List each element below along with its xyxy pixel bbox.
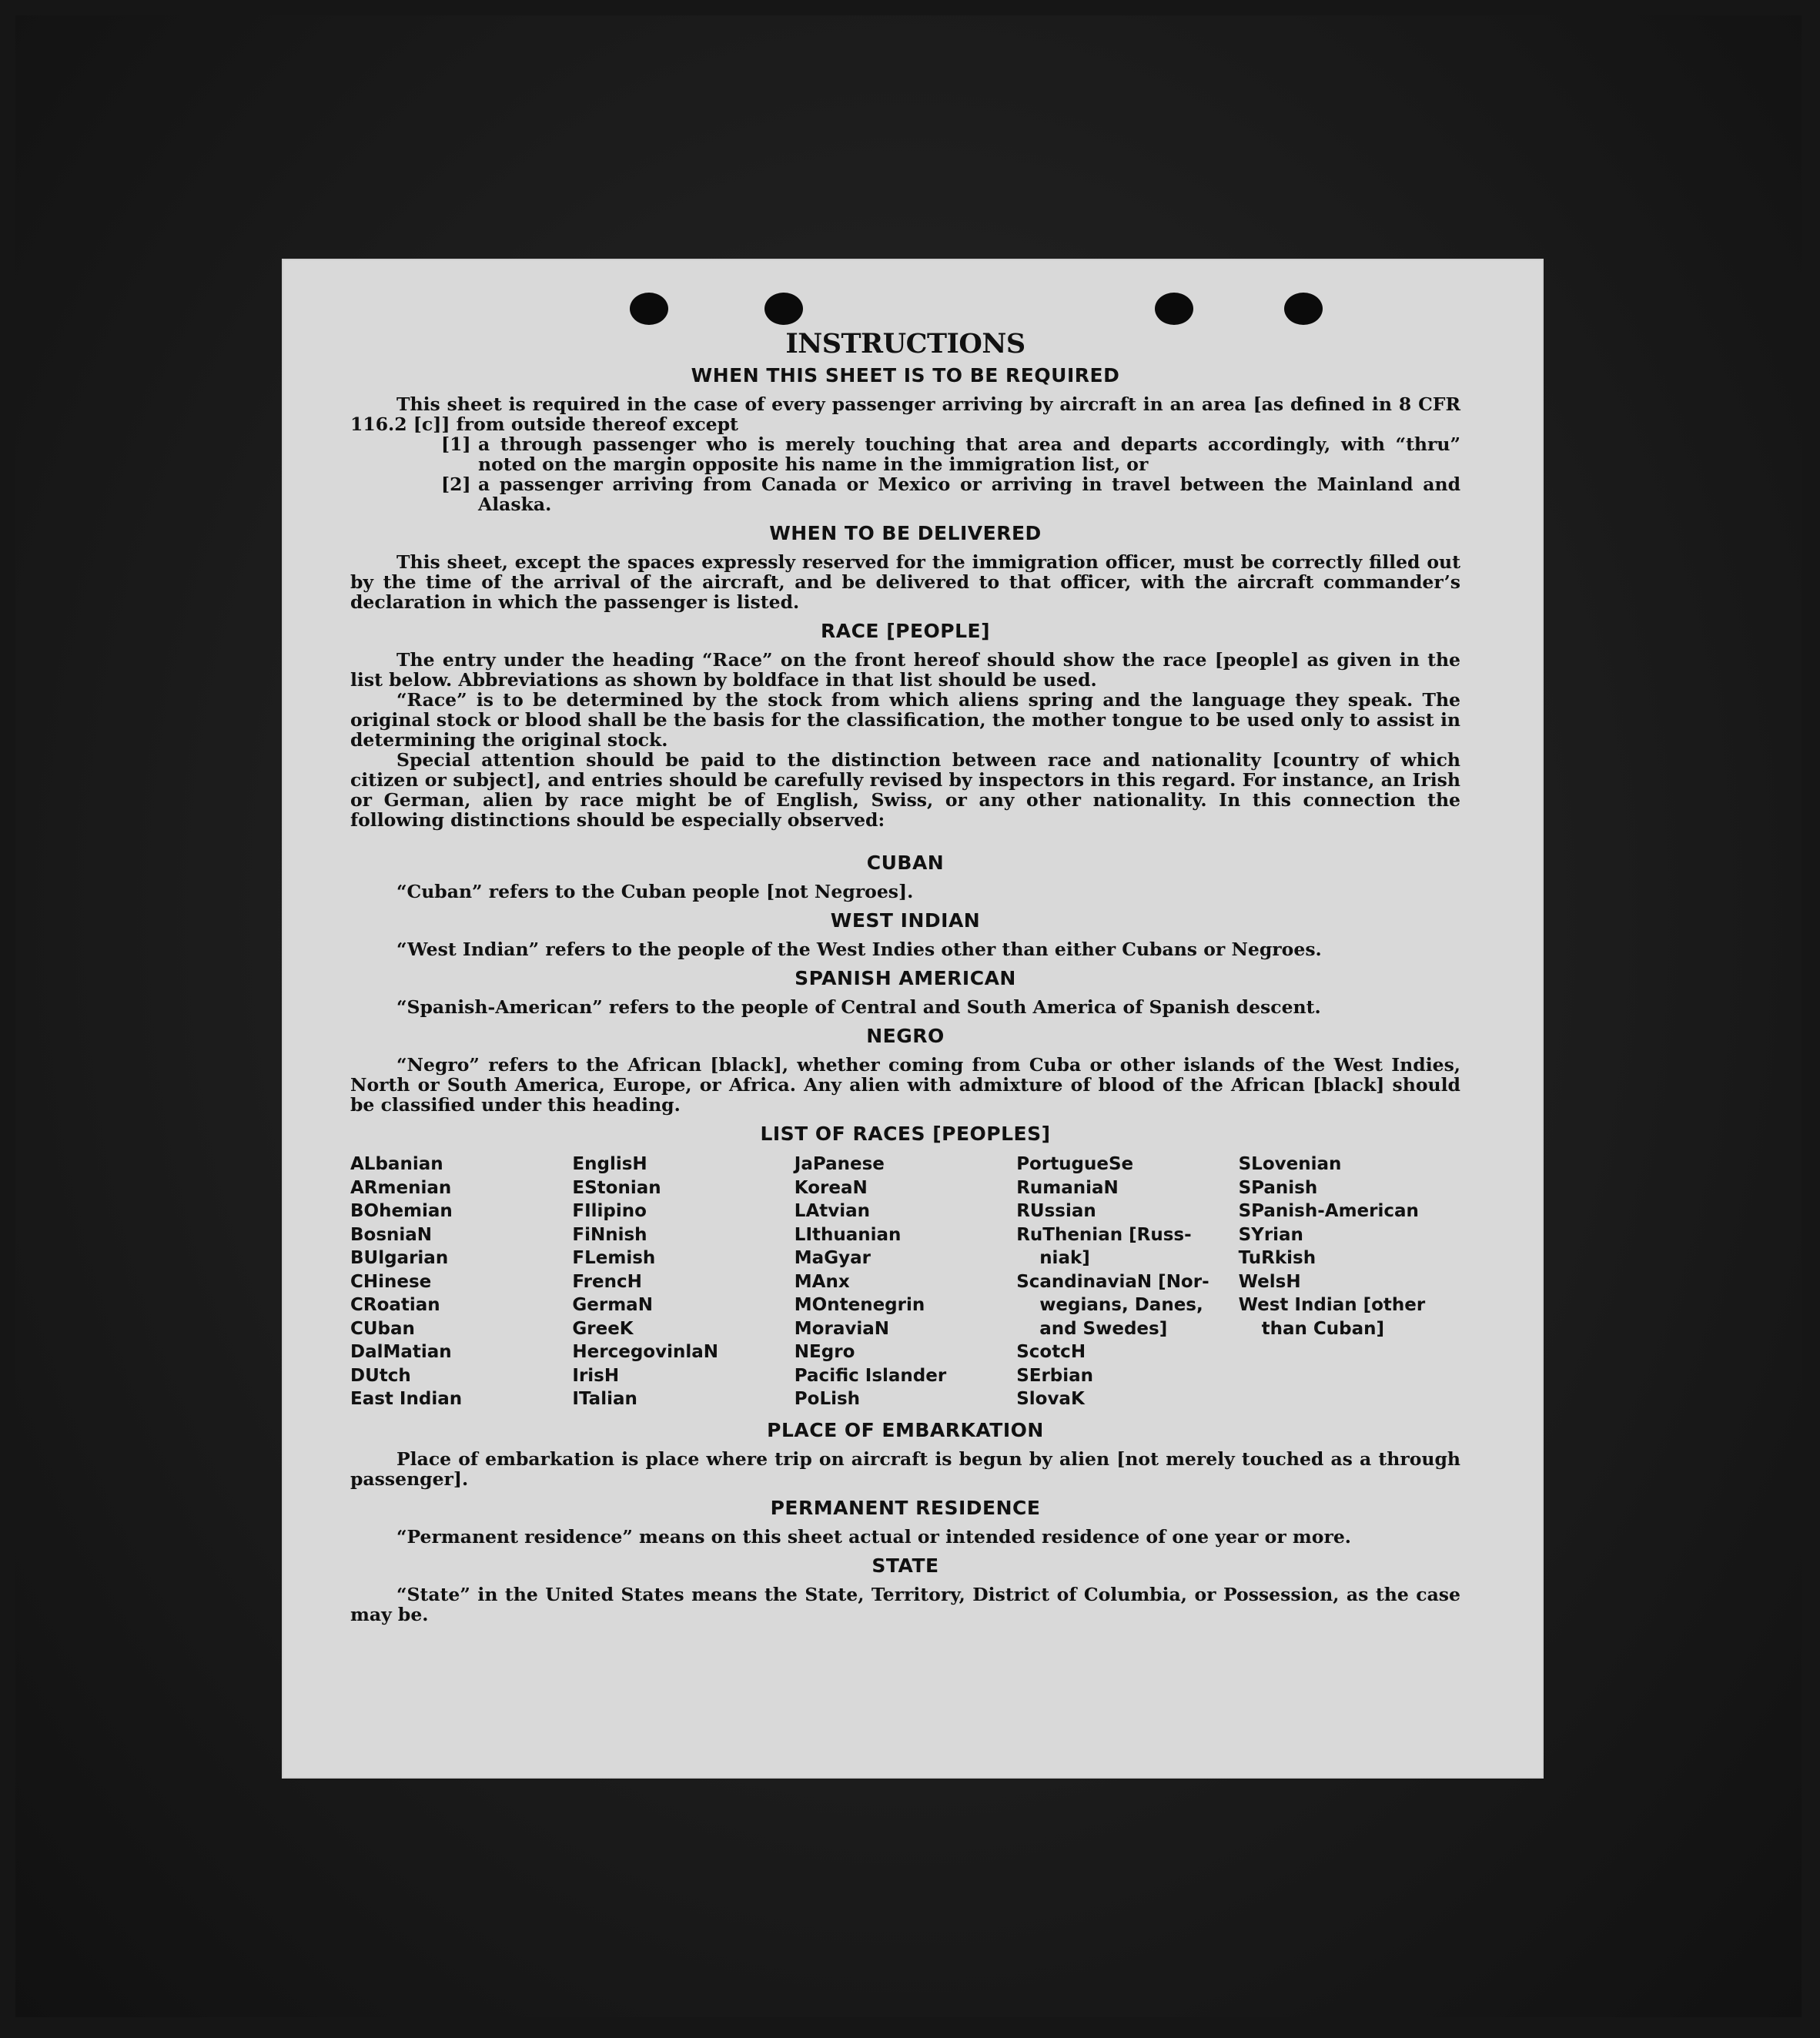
race-entry: RUssian: [1016, 1201, 1096, 1221]
heading-when-required: WHEN THIS SHEET IS TO BE REQUIRED: [691, 364, 1120, 387]
races-column: [1239, 1153, 1460, 1411]
race-entry: GermaN: [572, 1295, 653, 1315]
race-entry: PoLish: [794, 1389, 861, 1409]
races-table: [350, 1153, 1460, 1411]
races-column: [1016, 1153, 1238, 1411]
state-text: “State” in the United States means the State, Territory, District of Columbia, or Possession, as the case may be.: [350, 1583, 1460, 1625]
heading-cuban: CUBAN: [866, 852, 945, 874]
race-entry: ScotcH: [1016, 1342, 1086, 1362]
races-column: [572, 1153, 794, 1411]
race-entry-continued: than Cuban]: [1261, 1318, 1384, 1339]
race-entry: East Indian: [350, 1389, 463, 1409]
page-title: INSTRUCTIONS: [785, 328, 1025, 360]
heading-race: RACE [PEOPLE]: [820, 620, 991, 642]
race-entry: KoreaN: [794, 1177, 868, 1198]
race-entry: BOhemian: [350, 1201, 453, 1221]
race-entry: DUtch: [350, 1365, 411, 1386]
punch-hole: [1284, 293, 1323, 325]
instructions-body: [350, 328, 1460, 1625]
race-entry: LIthuanian: [794, 1224, 902, 1245]
race-paragraph: The entry under the heading “Race” on the front hereof should show the race [people] as given in the list below. Abbreviations as shown by boldface in that list should be used.: [350, 649, 1460, 691]
exception-item: [441, 434, 1460, 474]
race-entry: HercegovinlaN: [572, 1342, 718, 1362]
race-entry: West Indian [other: [1238, 1295, 1426, 1315]
race-entry: BUlgarian: [350, 1248, 449, 1268]
race-entry: SErbian: [1016, 1365, 1094, 1386]
heading-permanent-residence: PERMANENT RESIDENCE: [770, 1496, 1041, 1519]
heading-negro: NEGRO: [866, 1025, 945, 1047]
race-entry: FLemish: [572, 1248, 656, 1268]
race-entry: ARmenian: [350, 1177, 452, 1198]
negro-text: “Negro” refers to the African [black], whether coming from Cuba or other islands of the West Indies, North or South America, Europe, or Africa. Any alien with admixture of blood of the African [black] should be classified under this heading.: [350, 1054, 1460, 1116]
race-entry: CUban: [350, 1318, 415, 1339]
race-entry: EnglisH: [572, 1154, 647, 1174]
race-entry-continued: wegians, Danes,: [1039, 1295, 1203, 1315]
heading-embarkation: PLACE OF EMBARKATION: [767, 1418, 1044, 1441]
exception-text: a passenger arriving from Canada or Mexico or arriving in travel between the Mainland and Alaska.: [478, 474, 1460, 515]
heading-list-of-races: LIST OF RACES [PEOPLES]: [760, 1123, 1051, 1145]
heading-spanish-american: SPANISH AMERICAN: [795, 967, 1016, 989]
race-paragraph: “Race” is to be determined by the stock from which aliens spring and the language they speak. The original stock or blood shall be the basis for the classification, the mother tongue to be used only to assist in determining the original stock.: [350, 689, 1460, 751]
race-entry: SLovenian: [1238, 1154, 1342, 1174]
races-column: [350, 1153, 572, 1411]
races-column: [795, 1153, 1016, 1411]
race-entry-continued: niak]: [1039, 1248, 1090, 1268]
race-entry: NEgro: [794, 1342, 855, 1362]
race-entry: DalMatian: [350, 1342, 452, 1362]
exception-number: [2]: [441, 474, 471, 495]
embarkation-text: Place of embarkation is place where trip on aircraft is begun by alien [not merely touched as a through passenger].: [350, 1447, 1460, 1490]
race-entry: RumaniaN: [1016, 1177, 1119, 1198]
race-entry: SYrian: [1238, 1224, 1303, 1245]
race-entry: FiNnish: [572, 1224, 647, 1245]
race-entry: MOntenegrin: [794, 1295, 925, 1315]
punch-hole: [1155, 293, 1193, 325]
race-entry: RuThenian [Russ-: [1016, 1224, 1192, 1245]
race-entry: EStonian: [572, 1177, 661, 1198]
race-entry: MAnx: [794, 1271, 850, 1292]
race-entry: JaPanese: [794, 1154, 885, 1174]
race-paragraph: Special attention should be paid to the distinction between race and nationality [country of which citizen or subject], and entries should be carefully revised by inspectors in this regard. For instance, an Irish or German, alien by race might be of English, Swiss, or any other nationality. In this connection the following distinctions should be especially observed:: [350, 749, 1460, 831]
race-entry: MoraviaN: [794, 1318, 889, 1339]
race-entry: CRoatian: [350, 1295, 440, 1315]
exception-item: [441, 474, 1460, 514]
race-entry: FIlipino: [572, 1201, 647, 1221]
race-entry: SlovaK: [1016, 1389, 1085, 1409]
exception-text: a through passenger who is merely touching that area and departs accordingly, with “thru” noted on the margin opposite his name in the immigration list, or: [478, 433, 1460, 475]
punch-hole: [630, 293, 668, 325]
west-indian-text: “West Indian” refers to the people of the West Indies other than either Cubans or Negroes.: [396, 939, 1322, 960]
race-entry: ALbanian: [350, 1154, 443, 1174]
race-entry: SPanish-American: [1238, 1201, 1419, 1221]
race-entry: ITalian: [572, 1389, 637, 1409]
race-entry: IrisH: [572, 1365, 620, 1386]
residence-text: “Permanent residence” means on this sheet actual or intended residence of one year or more.: [396, 1525, 1351, 1548]
heading-when-delivered: WHEN TO BE DELIVERED: [769, 522, 1042, 544]
race-entry: WelsH: [1238, 1271, 1301, 1292]
race-entry: SPanish: [1238, 1177, 1318, 1198]
race-entry: LAtvian: [794, 1201, 871, 1221]
punch-hole: [764, 293, 803, 325]
race-entry: CHinese: [350, 1271, 432, 1292]
heading-west-indian: WEST INDIAN: [830, 909, 981, 932]
race-entry: BosniaN: [350, 1224, 433, 1245]
heading-state: STATE: [872, 1554, 939, 1577]
race-entry: GreeK: [572, 1318, 634, 1339]
exception-number: [1]: [441, 433, 471, 455]
document-sheet: [283, 260, 1542, 1777]
spanish-american-text: “Spanish-American” refers to the people of Central and South America of Spanish descent.: [396, 996, 1321, 1018]
cuban-text: “Cuban” refers to the Cuban people [not Negroes].: [396, 881, 914, 902]
when-delivered-text: This sheet, except the spaces expressly reserved for the immigration officer, must be correctly filled out by the time of the arrival of the aircraft, and be delivered to that officer, with the aircraft commander’s declaration in which the passenger is listed.: [350, 551, 1460, 613]
race-entry: MaGyar: [794, 1248, 871, 1268]
race-entry-continued: and Swedes]: [1039, 1318, 1168, 1339]
race-entry: FrencH: [572, 1271, 642, 1292]
race-entry: TuRkish: [1238, 1248, 1316, 1268]
when-required-intro: This sheet is required in the case of every passenger arriving by aircraft in an area [as defined in 8 CFR 116.2 [c]] from outside thereof except: [350, 393, 1460, 435]
race-entry: Pacific Islander: [794, 1365, 947, 1386]
race-entry: ScandinaviaN [Nor-: [1016, 1271, 1209, 1292]
race-entry: PortugueSe: [1016, 1154, 1134, 1174]
